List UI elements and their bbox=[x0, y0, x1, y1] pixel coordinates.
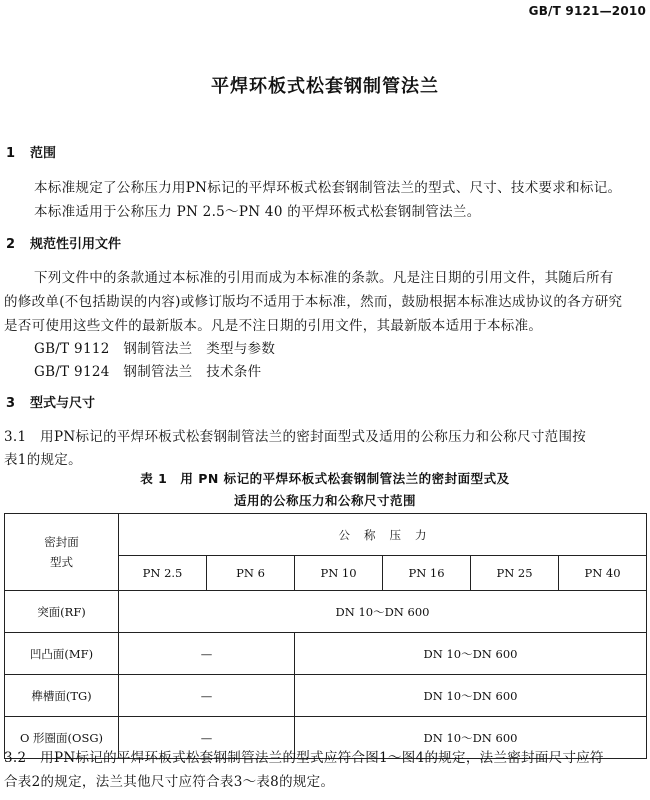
pn-column-header: PN 40 bbox=[559, 556, 647, 591]
not-applicable-cell: — bbox=[119, 717, 295, 759]
not-applicable-cell: — bbox=[119, 633, 295, 675]
header-nominal-pressure: 公称压力 bbox=[119, 514, 647, 556]
clause-3-2-line-1: 3.2 用PN标记的平焊环板式松套钢制管法兰的型式应符合图1～图4的规定，法兰密封面尺寸应符 bbox=[4, 750, 604, 766]
reference-title: 钢制管法兰 技术条件 bbox=[123, 364, 262, 380]
section-title: 范围 bbox=[30, 146, 57, 161]
reference-code: GB/T 9124 bbox=[34, 364, 110, 380]
clause-3-1-line-1: 3.1 用PN标记的平焊环板式松套钢制管法兰的密封面型式及适用的公称压力和公称尺寸范围按 bbox=[4, 429, 587, 445]
size-range-cell: DN 10～DN 600 bbox=[119, 591, 647, 633]
sealing-type-cell: 榫槽面(TG) bbox=[5, 675, 119, 717]
sealing-type-cell: 凹凸面(MF) bbox=[5, 633, 119, 675]
table-caption-line-1: 表 1 用 PN 标记的平焊环板式松套钢制管法兰的密封面型式及 bbox=[140, 471, 510, 486]
reference-code: GB/T 9112 bbox=[34, 341, 110, 357]
section-number: 3 bbox=[6, 396, 16, 411]
not-applicable-cell: — bbox=[119, 675, 295, 717]
section-1-para-1: 本标准规定了公称压力用PN标记的平焊环板式松套钢制管法兰的型式、尺寸、技术要求和标记。 bbox=[34, 180, 622, 196]
pn-column-header: PN 25 bbox=[471, 556, 559, 591]
table-row bbox=[5, 591, 647, 633]
section-2-para-line-3: 是否可使用这些文件的最新版本。凡是不注日期的引用文件，其最新版本适用于本标准。 bbox=[4, 318, 543, 334]
size-range-cell: DN 10～DN 600 bbox=[295, 675, 647, 717]
pn-column-header: PN 16 bbox=[383, 556, 471, 591]
reference-item bbox=[34, 337, 275, 357]
size-range-cell: DN 10～DN 600 bbox=[295, 717, 647, 759]
table-header-row bbox=[5, 514, 647, 556]
section-3-heading bbox=[6, 392, 95, 411]
clause-3-1-line-2: 表1的规定。 bbox=[4, 452, 82, 468]
section-number: 1 bbox=[6, 146, 16, 161]
standard-code: GB/T 9121—2010 bbox=[528, 4, 646, 18]
pn-column-header: PN 10 bbox=[295, 556, 383, 591]
section-2-para-line-2: 的修改单(不包括勘误的内容)或修订版均不适用于本标准，然而，鼓励根据本标准达成协议的各方研究 bbox=[4, 294, 623, 310]
pn-column-header: PN 6 bbox=[207, 556, 295, 591]
reference-title: 钢制管法兰 类型与参数 bbox=[123, 341, 276, 357]
size-range-cell: DN 10～DN 600 bbox=[295, 633, 647, 675]
section-1-para-2: 本标准适用于公称压力 PN 2.5～PN 40 的平焊环板式松套钢制管法兰。 bbox=[34, 204, 481, 220]
pn-column-header: PN 2.5 bbox=[119, 556, 207, 591]
reference-item bbox=[34, 360, 261, 380]
clause-3-2-line-2: 合表2的规定，法兰其他尺寸应符合表3～表8的规定。 bbox=[4, 774, 335, 790]
header-line: 密封面 bbox=[44, 535, 79, 549]
sealing-type-cell: O 形圈面(OSG) bbox=[5, 717, 119, 759]
section-2-heading bbox=[6, 233, 121, 252]
section-title: 型式与尺寸 bbox=[30, 396, 96, 411]
document-title: 平焊环板式松套钢制管法兰 bbox=[211, 76, 439, 97]
section-2-para-line-1: 下列文件中的条款通过本标准的引用而成为本标准的条款。凡是注日期的引用文件，其随后所有 bbox=[34, 270, 614, 286]
table-row bbox=[5, 633, 647, 675]
section-1-heading bbox=[6, 142, 56, 161]
header-sealing-face-type bbox=[5, 514, 119, 591]
sealing-face-table bbox=[4, 513, 647, 759]
sealing-type-cell: 突面(RF) bbox=[5, 591, 119, 633]
section-number: 2 bbox=[6, 237, 16, 252]
header-line: 型式 bbox=[50, 555, 73, 569]
table-row bbox=[5, 675, 647, 717]
section-title: 规范性引用文件 bbox=[30, 237, 122, 252]
table-caption-line-2: 适用的公称压力和公称尺寸范围 bbox=[233, 493, 416, 508]
